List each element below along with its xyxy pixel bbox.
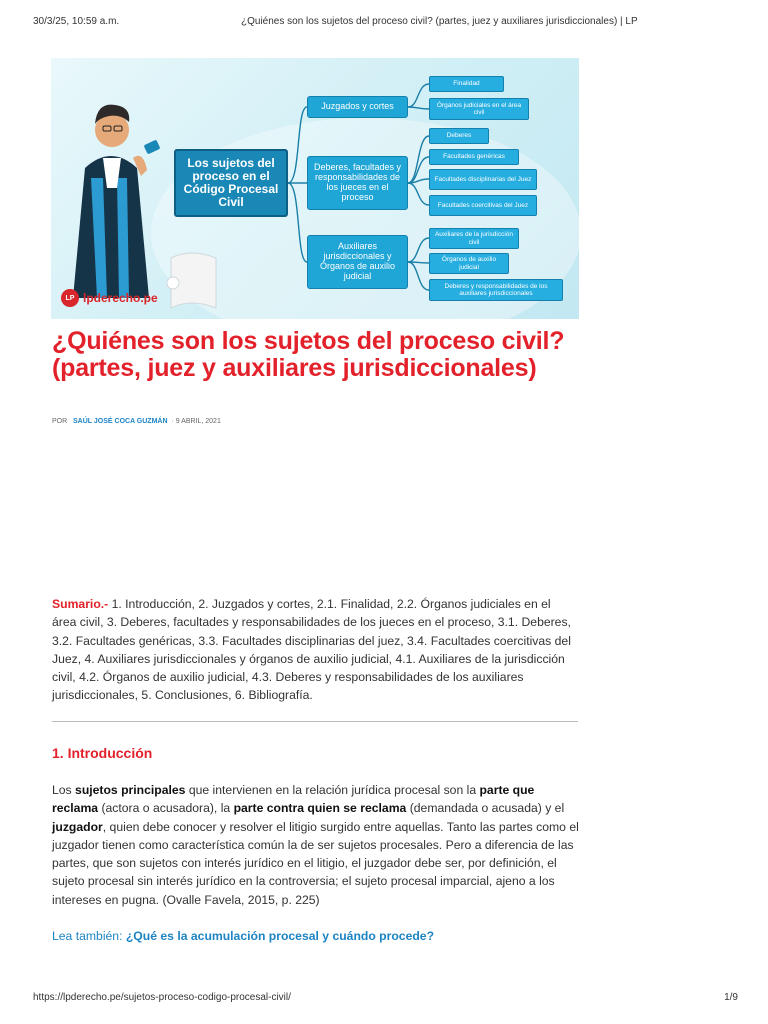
bold-run: parte contra quien se reclama — [233, 801, 407, 816]
section-heading-introduccion: 1. Introducción — [52, 745, 153, 761]
lp-logo-icon: LP — [61, 289, 79, 307]
summary — [52, 595, 577, 705]
print-url: https://lpderecho.pe/sujetos-proceso-codigo-procesal-civil/ — [33, 992, 291, 1003]
mindmap-branch-deberes: Deberes, facultades y responsabilidades de los jueces en el proceso — [307, 156, 408, 210]
print-page-number: 1/9 — [724, 992, 738, 1003]
mindmap-leaf: Órganos judiciales en el área civil — [429, 98, 529, 120]
text-run: que intervienen en la relación jurídica procesal son la — [185, 783, 480, 797]
print-datetime: 30/3/25, 10:59 a.m. — [33, 16, 120, 27]
article-title: ¿Quiénes son los sujetos del proceso civil? (partes, juez y auxiliares jurisdiccionales) — [52, 327, 565, 382]
scroll-decoration — [167, 253, 216, 308]
mindmap-leaf: Órganos de auxilio judicial — [429, 253, 509, 274]
mindmap-branch-auxiliares: Auxiliares jurisdiccionales y Órganos de auxilio judicial — [307, 235, 408, 289]
mindmap-leaf: Deberes y responsabilidades de los auxiliares jurisdiccionales — [429, 279, 563, 301]
print-footer — [33, 992, 738, 1006]
hero-brand — [61, 289, 158, 307]
author-link[interactable]: SAÚL JOSÉ COCA GUZMÁN — [73, 418, 168, 425]
see-also-link[interactable]: ¿Qué es la acumulación procesal y cuándo procede? — [125, 929, 435, 943]
text-run: Los — [52, 783, 76, 797]
section-divider — [52, 721, 578, 722]
mindmap-leaf: Auxiliares de la jurisdicción civil — [429, 228, 519, 249]
bold-run: sujetos principales — [75, 783, 186, 797]
print-doc-title: ¿Quiénes son los sujetos del proceso civil? (partes, juez y auxiliares jurisdiccionales) | LP — [241, 16, 638, 27]
byline-prefix: POR — [52, 418, 68, 425]
summary-text: 1. Introducción, 2. Juzgados y cortes, 2.1. Finalidad, 2.2. Órganos judiciales en el área civil, 3. Deberes, facultades y responsabilidades de los jueces en el proceso, 3.1. Deberes, 3.2. Facultades genéricas, 3.3. Facultades disciplinarias del juez, 3.4. Facultades coercitivas del Juez, 4. Auxiliares jurisdiccionales y órganos de auxilio judicial, 4.1. Auxiliares de la jurisdicción civil, 4.2. Órganos de auxilio judicial, 4.3. Deberes y responsabilidades de los auxiliares jurisdiccionales, 5. Conclusiones, 6. Bibliografía. — [52, 597, 571, 703]
mindmap-leaf: Finalidad — [429, 76, 504, 92]
brand-name: lpderecho.pe — [83, 291, 158, 305]
publish-date: · 9 ABRIL, 2021 — [171, 418, 221, 425]
summary-label: Sumario.- — [52, 597, 109, 611]
judge-illustration — [73, 105, 160, 298]
mindmap-branch-juzgados: Juzgados y cortes — [307, 96, 408, 118]
bold-run: juzgador — [52, 819, 103, 834]
mindmap-main-box: Los sujetos del proceso en el Código Procesal Civil — [174, 149, 288, 217]
mindmap-leaf: Facultades genéricas — [429, 149, 519, 165]
text-run: (demandada o acusada) y el — [406, 801, 565, 816]
hero-infographic — [51, 58, 579, 319]
mindmap-leaf: Deberes — [429, 128, 489, 144]
text-run: , quien debe conocer y resolver el litigio surgido entre aquellas. Tanto las partes como el juzgador tienen como característica común la de ser sujetos procesales. Pero a diferencia de las partes, que son sujetos con interés jurídico en el litigio, el juzgador debe ser, por definición, el sujeto procesal sin interés jurídico en la controversia; el sujeto procesal imparcial, ajeno a los intereses en pugna. (Ovalle Favela, 2015, p. 225) — [52, 819, 579, 907]
mindmap-leaf: Facultades coercitivas del Juez — [429, 195, 537, 216]
text-run: (actora o acusadora), la — [98, 801, 234, 816]
mindmap-leaf: Facultades disciplinarias del Juez — [429, 169, 537, 190]
print-header — [33, 16, 735, 30]
see-also-label: Lea también: — [52, 929, 126, 943]
bold-run: parte que reclama — [52, 783, 535, 816]
byline — [52, 418, 221, 425]
intro-paragraph — [52, 781, 580, 909]
see-also — [52, 929, 434, 943]
